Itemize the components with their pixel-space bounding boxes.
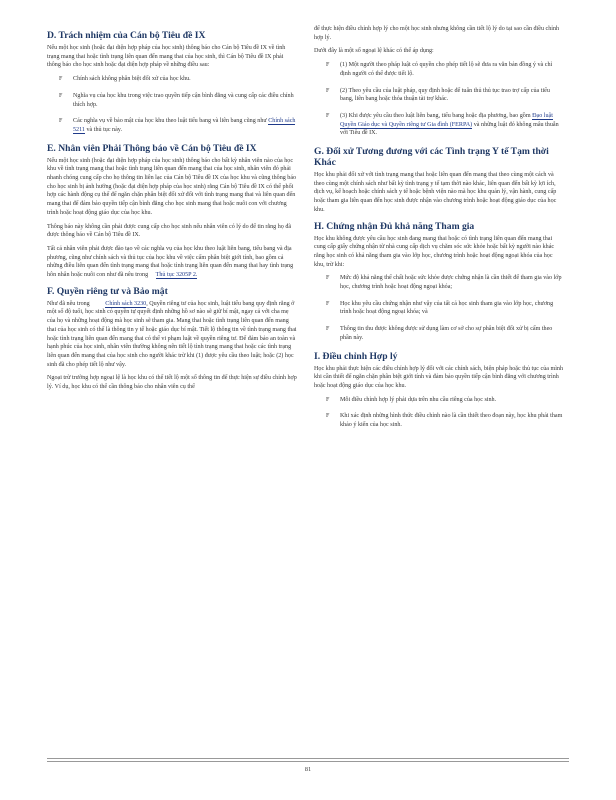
list-item-text: Khi xác định những hình thức điều chỉnh nào là cần thiết theo đoạn này, học khu phải tham khảo ý kiến của học sinh. [340, 413, 563, 429]
ferpa-link[interactable]: Đạo luật Quyền Giáo dục và Quyền riêng tư Gia đình (FERPA) [340, 112, 553, 128]
exceptions-list [314, 61, 564, 138]
bullet-icon: F [59, 118, 63, 125]
bullet-icon: F [326, 62, 330, 69]
list-item-text: Mức độ khả năng thể chất hoặc sức khỏe được chứng nhận là cần thiết để tham gia vào lớp học, chương trình hoặc hoạt động ngoại khóa; [340, 275, 562, 291]
list-item [314, 396, 564, 405]
page-number: 81 [304, 766, 312, 773]
section-f-paragraph-1-start: Như đã nêu trong [47, 300, 90, 307]
section-h-list [314, 274, 564, 342]
section-g-paragraph: Học khu phải đối xử với tình trạng mang thai hoặc liên quan đến mang thai theo cùng một cách và theo cùng một chính sách như bất kỳ tình trạng y tế tạm thời nào khác, liên quan đến bất kỳ lợi ích, dịch vụ, kế hoạch hoặc chính sách y tế hoặc bệnh viện nào mà học khu quản lý, vận hành, cung cấp hoặc tham gia liên quan đến học sinh được nhận vào chương trình hoặc hoạt động giáo dục của học khu. [314, 172, 557, 213]
bullet-icon: F [326, 275, 330, 282]
list-item [314, 112, 564, 138]
list-item [314, 412, 564, 429]
footer-divider-top [47, 758, 569, 759]
bullet-icon: F [326, 326, 330, 333]
policy-3230-link[interactable]: Chính sách 3230 [105, 300, 147, 307]
section-h-paragraph: Học khu không được yêu cầu học sinh đang mang thai hoặc có tình trạng liên quan đến mang thai cung cấp giấy chứng nhận từ nhà cung cấp dịch vụ chăm sóc sức khỏe hoặc bất kỳ người nào khác rằng học sinh có khả năng tham gia vào lớp học, chương trình hoặc hoạt động ngoại khóa của học khu, trừ khi: [314, 235, 555, 268]
section-i-heading: I. Điều chỉnh Hợp lý [314, 350, 398, 362]
section-e-paragraph-3 [47, 245, 297, 280]
section-d [47, 30, 297, 135]
section-f-paragraph-1-rest: , Quyền riêng tư của học sinh, luật tiểu bang quy định rằng ở một số độ tuổi, học sinh có quyền tự quyết định những hồ sơ nào sẽ giữ bí mật, ngay cả với cha mẹ của họ và những hoạt động mà học sinh sẽ tham gia. Mang thai hoặc tình trạng liên quan đến mang thai của học sinh có thể là thông tin y tế hoặc giáo dục bí mật. Tiết lộ thông tin về tình trạng mang thai hoặc tình trạng liên quan đến mang thai có thể vi phạm luật về quyền riêng tư. Để đảm bảo an toàn và hạnh phúc của học sinh, nhân viên thường không nên tiết lộ tình trạng mang thai hoặc các tình trạng liên quan đến mang thai của học sinh cho người khác trừ khi (1) được yêu cầu theo luật; hoặc (2) học sinh đã cho phép tiết lộ như vậy. [47, 300, 297, 368]
list-item-text: (3) Khi được yêu cầu theo luật liên bang, tiểu bang hoặc địa phương, bao gồm [340, 112, 531, 119]
section-e [47, 143, 297, 280]
section-d-list [47, 75, 297, 135]
bullet-icon: F [326, 300, 330, 307]
list-item [314, 300, 564, 317]
list-item-text: Chính sách không phân biệt đối xử của học khu. [73, 76, 191, 83]
list-item-text: Mỗi điều chỉnh hợp lý phải dựa trên nhu cầu riêng của học sinh. [340, 396, 497, 403]
section-e-heading: E. Nhân viên Phải Thông báo về Cán bộ Tiêu đề IX [47, 142, 257, 154]
section-i-paragraph: Học khu phải thực hiện các điều chỉnh hợp lý đối với các chính sách, biện pháp hoặc thủ tục của mình khi cần thiết để ngăn chặn phân biệt giới tính và đảm bảo quyền tiếp cận bình đẳng với chương trình hoặc hoạt động giáo dục của học khu. [314, 365, 564, 389]
section-h-heading: H. Chứng nhận Đủ khả năng Tham gia [314, 220, 475, 232]
list-item-text: (2) Theo yêu cầu của luật pháp, quy định hoặc để tuân thủ thủ tục trao trợ cấp của tiểu bang, liên bang hoặc thỏa thuận tài trợ khác. [340, 87, 550, 103]
procedure-3205p-link[interactable]: Thủ tục 3205P 2. [155, 272, 198, 279]
policy-5211-link[interactable]: Chính sách 5211 [73, 118, 296, 133]
list-item [314, 274, 564, 291]
section-f [47, 286, 297, 392]
list-item-text: Nghĩa vụ của học khu trong việc trao quyền tiếp cận bình đẳng và cung cấp các điều chỉnh thích hợp. [73, 92, 294, 108]
bullet-icon: F [59, 92, 63, 99]
list-item-text-end: và những luật đó không mâu thuẫn với Tiêu đề IX. [340, 121, 559, 137]
section-i [314, 351, 564, 430]
section-d-intro: Nếu một học sinh (hoặc đại diện hợp pháp của học sinh) thông báo cho Cán bộ Tiêu đề IX về tình trạng mang thai hoặc tình trạng liên quan đến mang thai của học sinh, thì Cán bộ Tiêu đề IX phải thông báo cho học sinh hoặc đại diện hợp pháp về những điều sau: [47, 45, 286, 69]
list-item [47, 75, 297, 84]
section-d-heading: D. Trách nhiệm của Cán bộ Tiêu đề IX [47, 30, 206, 41]
left-column [47, 30, 297, 397]
section-f-paragraph-1 [47, 300, 297, 370]
section-g-heading: G. Đối xử Tương đương với các Tình trạng Y tế Tạm thời Khác [314, 146, 549, 169]
section-e-paragraph-2: Thông báo này không cần phải được cung cấp cho học sinh nếu nhân viên có lý do để tin rằng họ đã được thông báo về Cán bộ Tiêu đề IX. [47, 223, 292, 239]
bullet-icon: F [59, 76, 63, 83]
list-item [314, 325, 564, 342]
footer-divider-bottom [47, 761, 569, 762]
list-item-text: Các nghĩa vụ về bảo mật của học khu theo luật tiểu bang và liên bang cũng như [73, 118, 267, 125]
list-item-text-end: và thủ tục này. [86, 126, 122, 133]
bullet-icon: F [326, 396, 330, 403]
continuation-paragraph: để thực hiện điều chỉnh hợp lý cho một học sinh nhưng không cần tiết lộ lý do tại sao cần điều chỉnh hợp lý. [314, 26, 560, 41]
list-item [47, 117, 297, 134]
section-f-paragraph-2: Ngoại trừ trường hợp ngoại lệ là học khu có thể tiết lộ một số thông tin để thực hiện sự điều chỉnh hợp lý. Ví dụ, học khu có thể cần thông báo cho nhân viên cụ thể [47, 375, 297, 391]
bullet-icon: F [326, 413, 330, 420]
list-item [47, 92, 297, 109]
section-e-paragraph-3-text: Tất cả nhân viên phải được đào tạo về các nghĩa vụ của học khu theo luật liên bang, tiểu bang và địa phương, cũng như chính sách và thủ tục của học khu về việc cấm phân biệt giới tính, bao gồm cả những điều liên quan đến tình trạng mang thai hoặc tình trạng liên quan đến mang thai hay tình trạng hôn nhân hoặc nuôi con như đã nêu trong [47, 245, 294, 279]
bullet-icon: F [326, 112, 330, 119]
right-column [314, 25, 564, 438]
list-item-text: Thông tin thu được không được sử dụng làm cơ sở cho sự phân biệt đối xử bị cấm theo phần này. [340, 326, 553, 341]
section-e-paragraph-1: Nếu một học sinh (hoặc đại diện hợp pháp của học sinh) thông báo cho bất kỳ nhân viên nào của học khu về tình trạng mang thai hoặc tình trạng liên quan đến mang thai của học sinh, nhân viên đó phải nhanh chóng cung cấp cho họ thông tin liên lạc của Cán bộ Tiêu đề IX của học khu và cũng thông báo cho học sinh bị ảnh hưởng (hoặc đại diện hợp pháp của học sinh) rằng Cán bộ Tiêu đề IX có thể phối hợp các hành động cụ thể để ngăn chặn phân biệt đối xử đối với tình trạng mang thai và liên quan đến mang thai để đảm bảo quyền tiếp cận bình đẳng cho học sinh mang thai hoặc nuôi con với chương trình hoặc hoạt động giáo dục của học khu. [47, 157, 297, 216]
section-g [314, 146, 564, 215]
section-i-list [314, 396, 564, 430]
list-item [314, 61, 564, 78]
section-h [314, 221, 564, 343]
list-item-text: (1) Một người theo pháp luật có quyền cho phép tiết lộ sẽ đưa ra văn bản đồng ý và chỉ định người có thể được tiết lộ. [340, 62, 553, 77]
bullet-icon: F [326, 87, 330, 94]
exceptions-intro: Dưới đây là một số ngoại lệ khác có thể áp dụng: [314, 48, 434, 55]
section-f-heading: F. Quyền riêng tư và Bảo mật [47, 285, 168, 297]
list-item-text: Học khu yêu cầu chứng nhận như vậy của tất cả học sinh tham gia vào lớp học, chương trình hoặc hoạt động ngoại khóa; và [340, 300, 554, 316]
list-item [314, 87, 564, 104]
